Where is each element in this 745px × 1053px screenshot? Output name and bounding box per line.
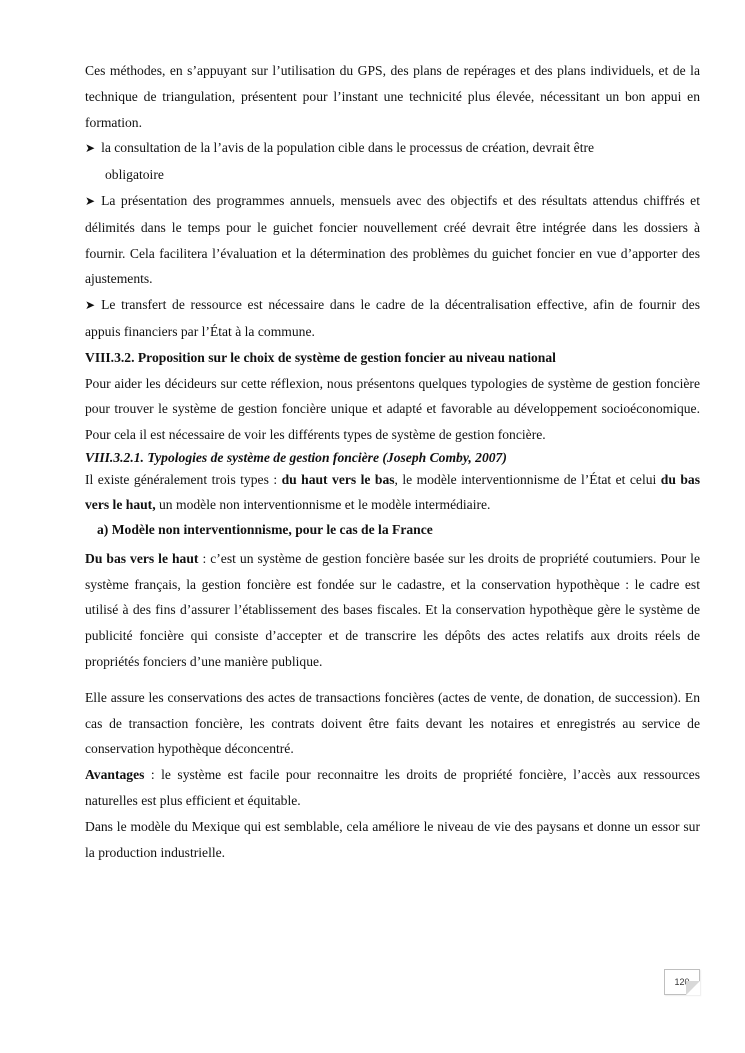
arrow-bullet-icon: ➤ — [85, 141, 96, 156]
document-body — [85, 58, 700, 865]
paragraph-gps-methods: Ces méthodes, en s’appuyant sur l’utilisation du GPS, des plans de repérages et des plans individuels, et de la technique de triangulation, présentent pour l’instant une technicité plus élevée, nécessitant un bon appui en formation. — [85, 63, 700, 130]
section-heading-viii-3-2-1: VIII.3.2.1. Typologies de système de gestion foncière (Joseph Comby, 2007) — [85, 449, 507, 465]
paragraph-three-types: Il existe généralement trois types : du haut vers le bas, le modèle interventionnisme de l’État et celui du bas vers le haut, un modèle non interventionnisme et le modèle intermédiaire. — [85, 471, 700, 512]
bullet-programmes: ➤ La présentation des programmes annuels, mensuels avec des objectifs et des résultats attendus chiffrés et délimités dans le temps pour le guichet foncier nouvellement créé devrait être intégrée dans les dossiers à fournir. Cela facilitera l’évaluation et la détermination des problèmes du guichet foncier en vue d’apporter des ajustements. — [85, 192, 700, 287]
bullet-transfert: ➤ Le transfert de ressource est nécessaire dans le cadre de la décentralisation effective, afin de fournir des appuis financiers par l’État à la commune. — [85, 297, 700, 339]
arrow-bullet-icon: ➤ — [85, 193, 96, 208]
section-heading-viii-3-2: VIII.3.2. Proposition sur le choix de système de gestion foncier au niveau national — [85, 349, 556, 365]
page-number-box — [664, 969, 700, 995]
paragraph-mexique: Dans le modèle du Mexique qui est semblable, cela améliore le niveau de vie des paysans et donne un essor sur la production industrielle. — [85, 818, 700, 860]
paragraph-decideurs: Pour aider les décideurs sur cette réflexion, nous présentons quelques typologies de système de gestion foncière pour trouver le système de gestion foncière unique et adapté et favorable au développement socioéconomique. Pour cela il est nécessaire de voir les différents types de système de gestion foncière. — [85, 375, 700, 443]
page-curl-icon — [686, 981, 700, 995]
paragraph-conservations: Elle assure les conservations des actes de transactions foncières (actes de vente, de donation, de succession). En cas de transaction foncière, les contrats doivent être faits devant les notaires et enregistrés au service de conservation hypothèque déconcentré. — [85, 689, 700, 757]
bullet-consultation-continued: obligatoire — [105, 167, 164, 183]
arrow-bullet-icon: ➤ — [85, 298, 96, 313]
paragraph-du-bas-vers-le-haut: Du bas vers le haut : c’est un système de gestion foncière basée sur les droits de propriété coutumiers. Pour le système français, la gestion foncière est fondée sur le cadastre, et la conservation hypothèque : le cadre est utilisé à des fins d’assurer l’établissement des bases fiscales. Et la conservation hypothèque gère le système de publicité foncière qui consiste d’accepter et de transcrire les dépôts des actes relatifs aux droits réels de propriétés fonciers d’une manière publique. — [85, 550, 700, 669]
bullet-consultation: ➤ la consultation de la l’avis de la population cible dans le processus de création, devrait être — [85, 140, 595, 156]
subsection-a-heading: a) Modèle non interventionnisme, pour le cas de la France — [97, 521, 433, 537]
page-number: 120 — [674, 977, 690, 987]
paragraph-avantages: Avantages : le système est facile pour reconnaitre les droits de propriété foncière, l’accès aux ressources naturelles est plus efficient et équitable. — [85, 767, 700, 808]
